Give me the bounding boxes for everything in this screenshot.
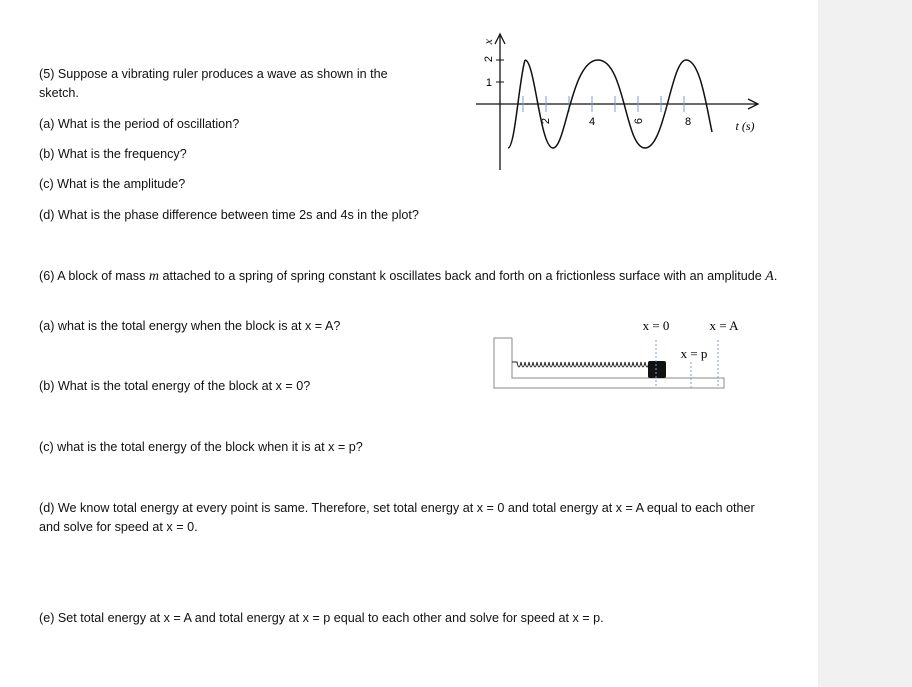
x-axis-label: t (s) bbox=[735, 119, 755, 133]
mass-block bbox=[648, 361, 666, 378]
problem6-question-c: (c) what is the total energy of the block when it is at x = p? bbox=[39, 440, 363, 454]
x-tick-label-4: 4 bbox=[588, 116, 596, 128]
x-tick-label-8: 8 bbox=[684, 116, 692, 128]
problem5-question-a: (a) What is the period of oscillation? bbox=[39, 117, 240, 131]
x-tick-label-6: 6 bbox=[633, 117, 645, 125]
problem5-question-b: (b) What is the frequency? bbox=[39, 147, 187, 161]
problem6-intro: (6) A block of mass m attached to a spring of spring constant k oscillates back and forth on a frictionless surface with an amplitude A. bbox=[39, 269, 778, 284]
y-axis-arrow bbox=[495, 34, 505, 44]
label-xA: x = A bbox=[709, 318, 739, 333]
amplitude-symbol: A bbox=[765, 269, 774, 284]
y-tick-label-1: 1 bbox=[485, 77, 492, 89]
problem5-question-c: (c) What is the amplitude? bbox=[39, 177, 186, 191]
problem5-question-d: (d) What is the phase difference between time 2s and 4s in the plot? bbox=[39, 208, 419, 222]
problem6-question-d: (d) We know total energy at every point is same. Therefore, set total energy at x = 0 and total energy at x = A equal to each other and solve for speed at x = 0. bbox=[39, 501, 755, 534]
problem5-intro: (5) Suppose a vibrating ruler produces a wave as shown in the sketch. bbox=[39, 67, 388, 100]
x-axis-arrow bbox=[748, 99, 758, 109]
side-panel bbox=[818, 0, 912, 687]
problem6-question-b: (b) What is the total energy of the block at x = 0? bbox=[39, 379, 311, 393]
y-tick-label-2: 2 bbox=[483, 56, 495, 63]
problem6-question-e: (e) Set total energy at x = A and total energy at x = p equal to each other and solve for speed at x = p. bbox=[39, 611, 604, 625]
spring-wall bbox=[494, 338, 724, 388]
y-axis-label: x bbox=[481, 39, 495, 45]
label-x0: x = 0 bbox=[642, 318, 670, 333]
wave-curve-start bbox=[508, 60, 525, 148]
spring-coil bbox=[512, 362, 653, 368]
mass-symbol: m bbox=[148, 269, 160, 284]
problem6-question-a: (a) what is the total energy when the block is at x = A? bbox=[39, 319, 341, 333]
label-xp: x = p bbox=[680, 346, 708, 361]
x-tick-label-2: 2 bbox=[540, 117, 552, 125]
wave-curve bbox=[525, 60, 712, 148]
